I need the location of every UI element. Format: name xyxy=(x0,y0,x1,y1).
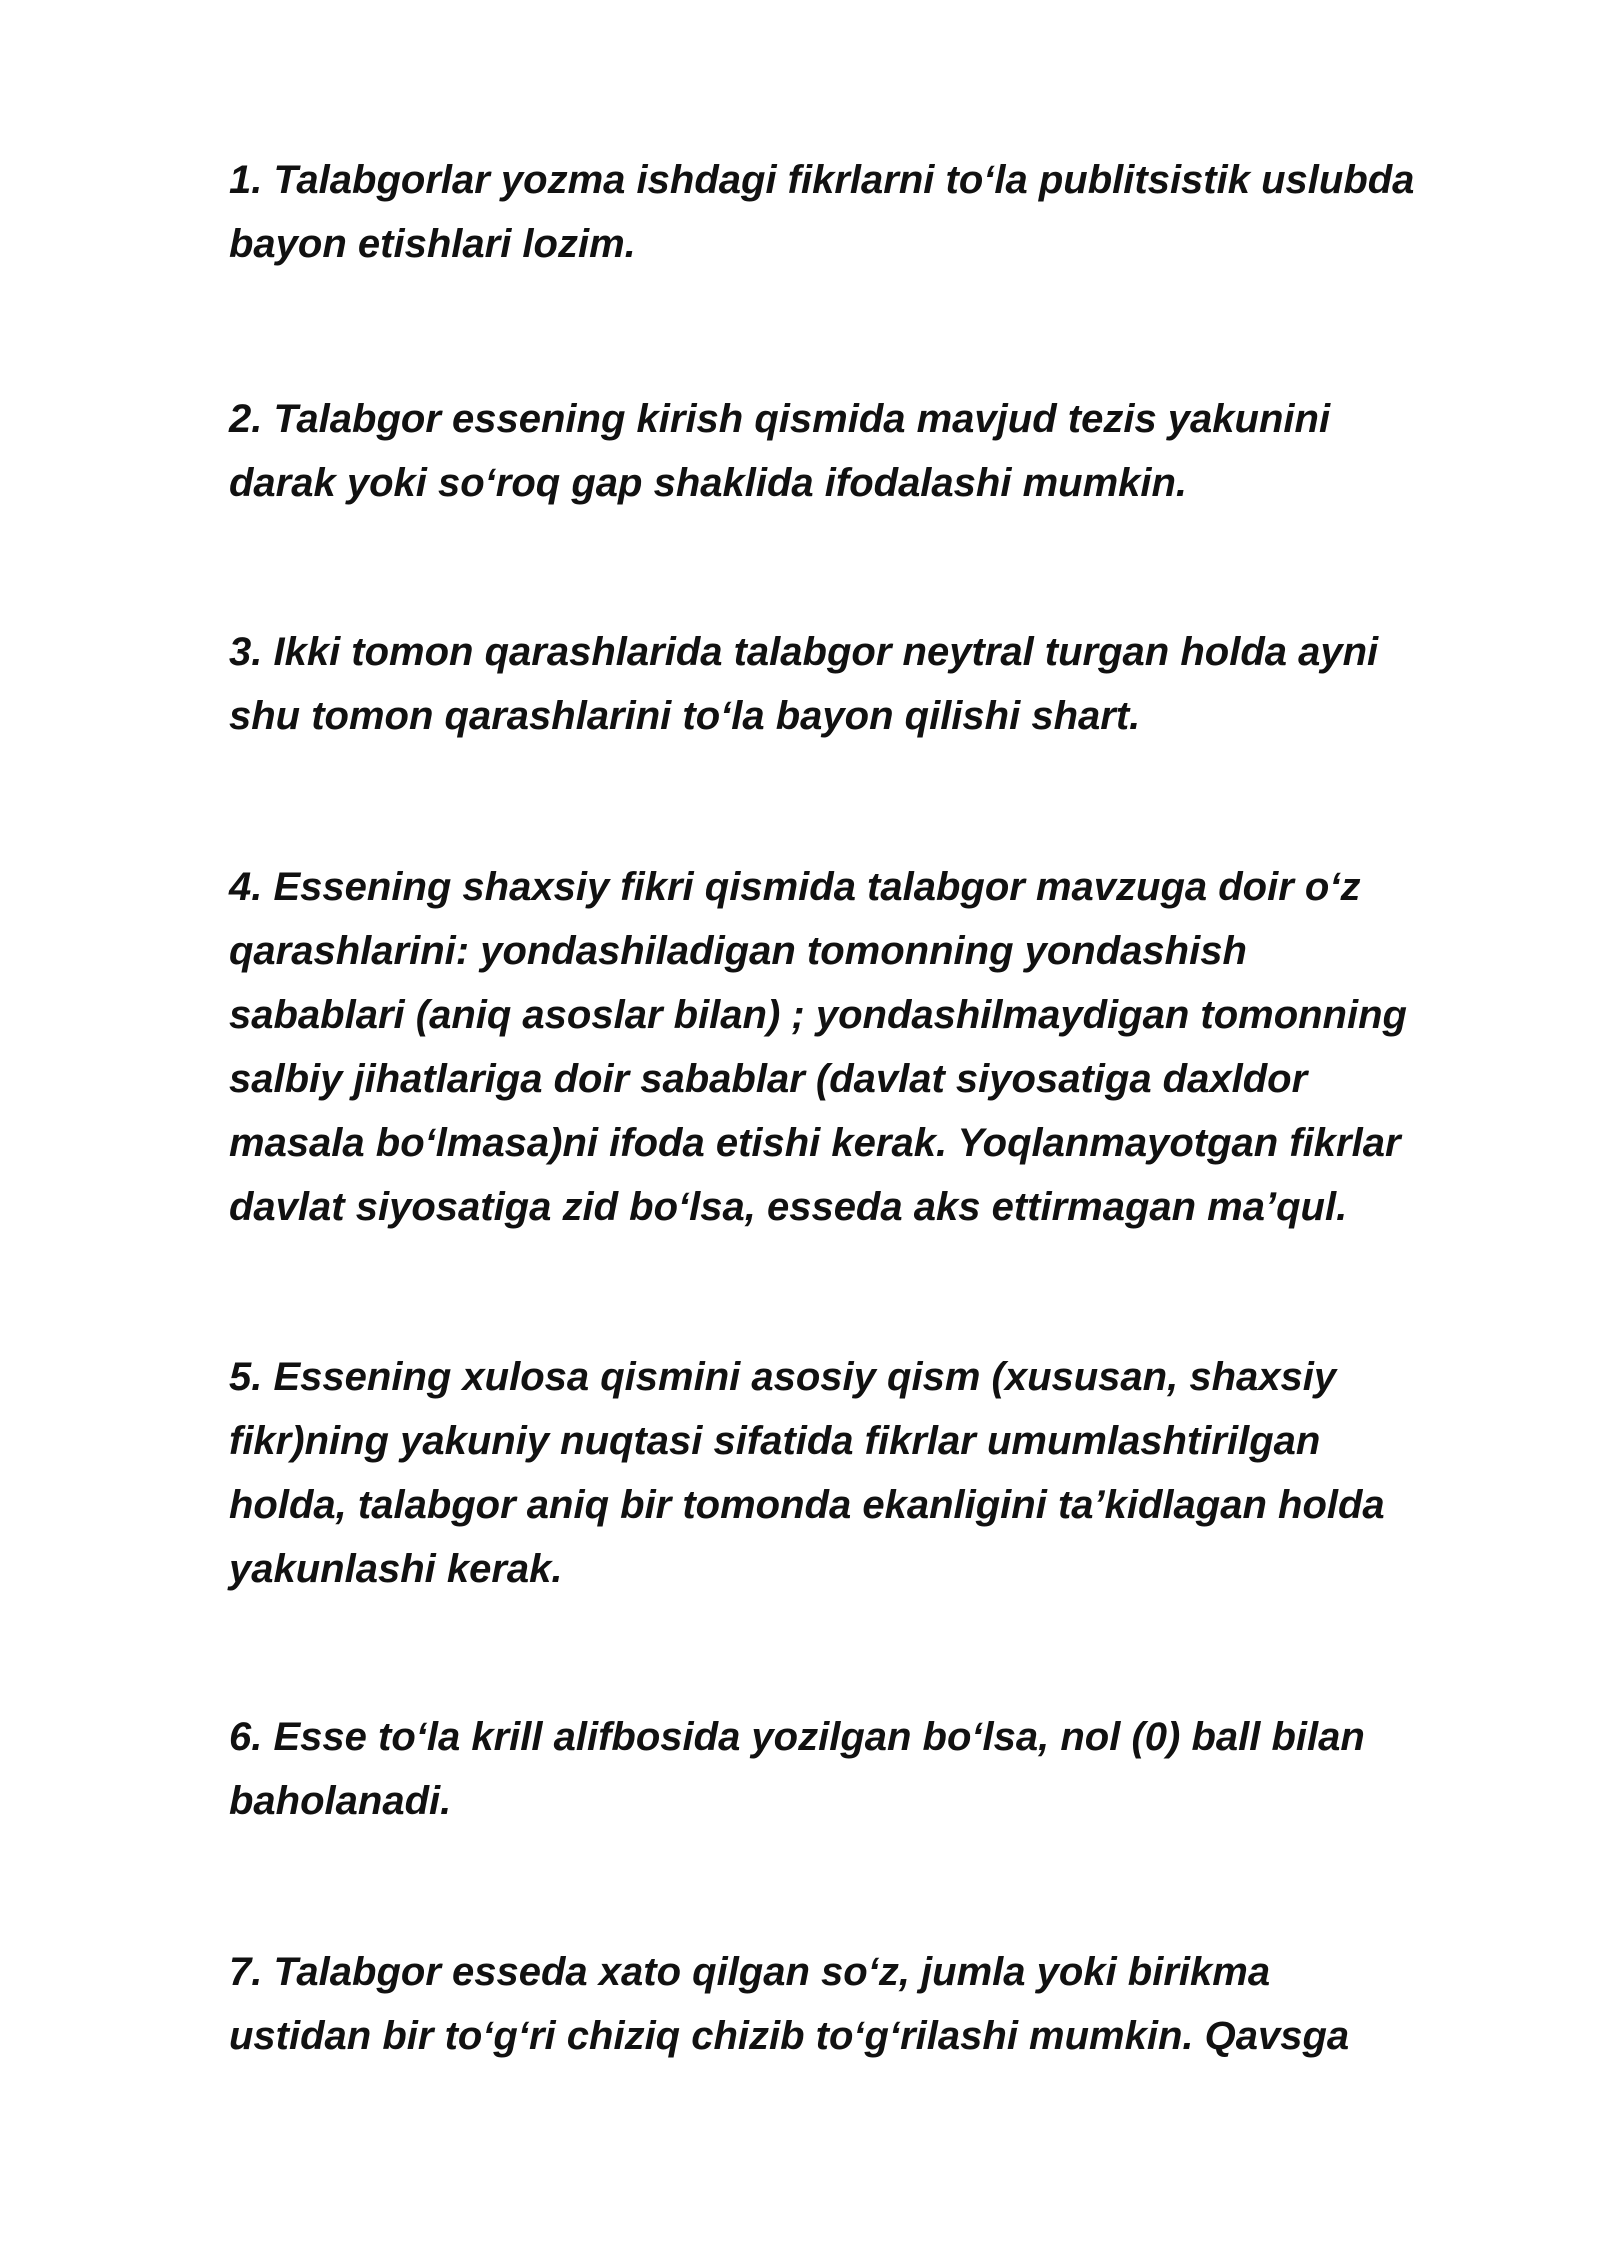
rule-line: shu tomon qarashlarini to‘la bayon qilishi shart. xyxy=(229,694,1141,738)
rule-line: 6. Esse to‘la krill alifbosida yozilgan bo‘lsa, nol (0) ball bilan xyxy=(229,1715,1365,1759)
rule-line: yakunlashi kerak. xyxy=(229,1547,563,1591)
rule-line: 5. Essening xulosa qismini asosiy qism (xususan, shaxsiy xyxy=(229,1355,1337,1399)
rule-line: ustidan bir to‘g‘ri chiziq chizib to‘g‘rilashi mumkin. Qavsga xyxy=(229,2014,1350,2058)
rule-item-4 xyxy=(229,855,1519,1239)
rule-item-6 xyxy=(229,1705,1519,1833)
rule-line: 4. Essening shaxsiy fikri qismida talabgor mavzuga doir o‘z xyxy=(229,865,1361,909)
rule-item-2 xyxy=(229,387,1519,515)
rule-line: 7. Talabgor esseda xato qilgan so‘z, jumla yoki birikma xyxy=(229,1950,1271,1994)
rule-item-7 xyxy=(229,1940,1519,2068)
rule-item-1 xyxy=(229,148,1519,276)
rule-line: bayon etishlari lozim. xyxy=(229,222,636,266)
rule-line: salbiy jihatlariga doir sabablar (davlat siyosatiga daxldor xyxy=(229,1057,1308,1101)
rule-item-3 xyxy=(229,620,1519,748)
rule-line: 1. Talabgorlar yozma ishdagi fikrlarni to‘la publitsistik uslubda xyxy=(229,158,1415,202)
rule-line: holda, talabgor aniq bir tomonda ekanligini ta’kidlagan holda xyxy=(229,1483,1385,1527)
rule-item-5 xyxy=(229,1345,1519,1601)
rule-line: davlat siyosatiga zid bo‘lsa, esseda aks ettirmagan ma’qul. xyxy=(229,1185,1348,1229)
rule-line: sabablari (aniq asoslar bilan) ; yondashilmaydigan tomonning xyxy=(229,993,1407,1037)
rule-line: baholanadi. xyxy=(229,1779,452,1823)
rule-line: darak yoki so‘roq gap shaklida ifodalashi mumkin. xyxy=(229,461,1188,505)
rule-line: fikr)ning yakuniy nuqtasi sifatida fikrlar umumlashtirilgan xyxy=(229,1419,1321,1463)
rule-line: masala bo‘lmasa)ni ifoda etishi kerak. Yoqlanmayotgan fikrlar xyxy=(229,1121,1401,1165)
rule-line: qarashlarini: yondashiladigan tomonning yondashish xyxy=(229,929,1247,973)
rule-line: 2. Talabgor essening kirish qismida mavjud tezis yakunini xyxy=(229,397,1331,441)
rule-line: 3. Ikki tomon qarashlarida talabgor neytral turgan holda ayni xyxy=(229,630,1379,674)
